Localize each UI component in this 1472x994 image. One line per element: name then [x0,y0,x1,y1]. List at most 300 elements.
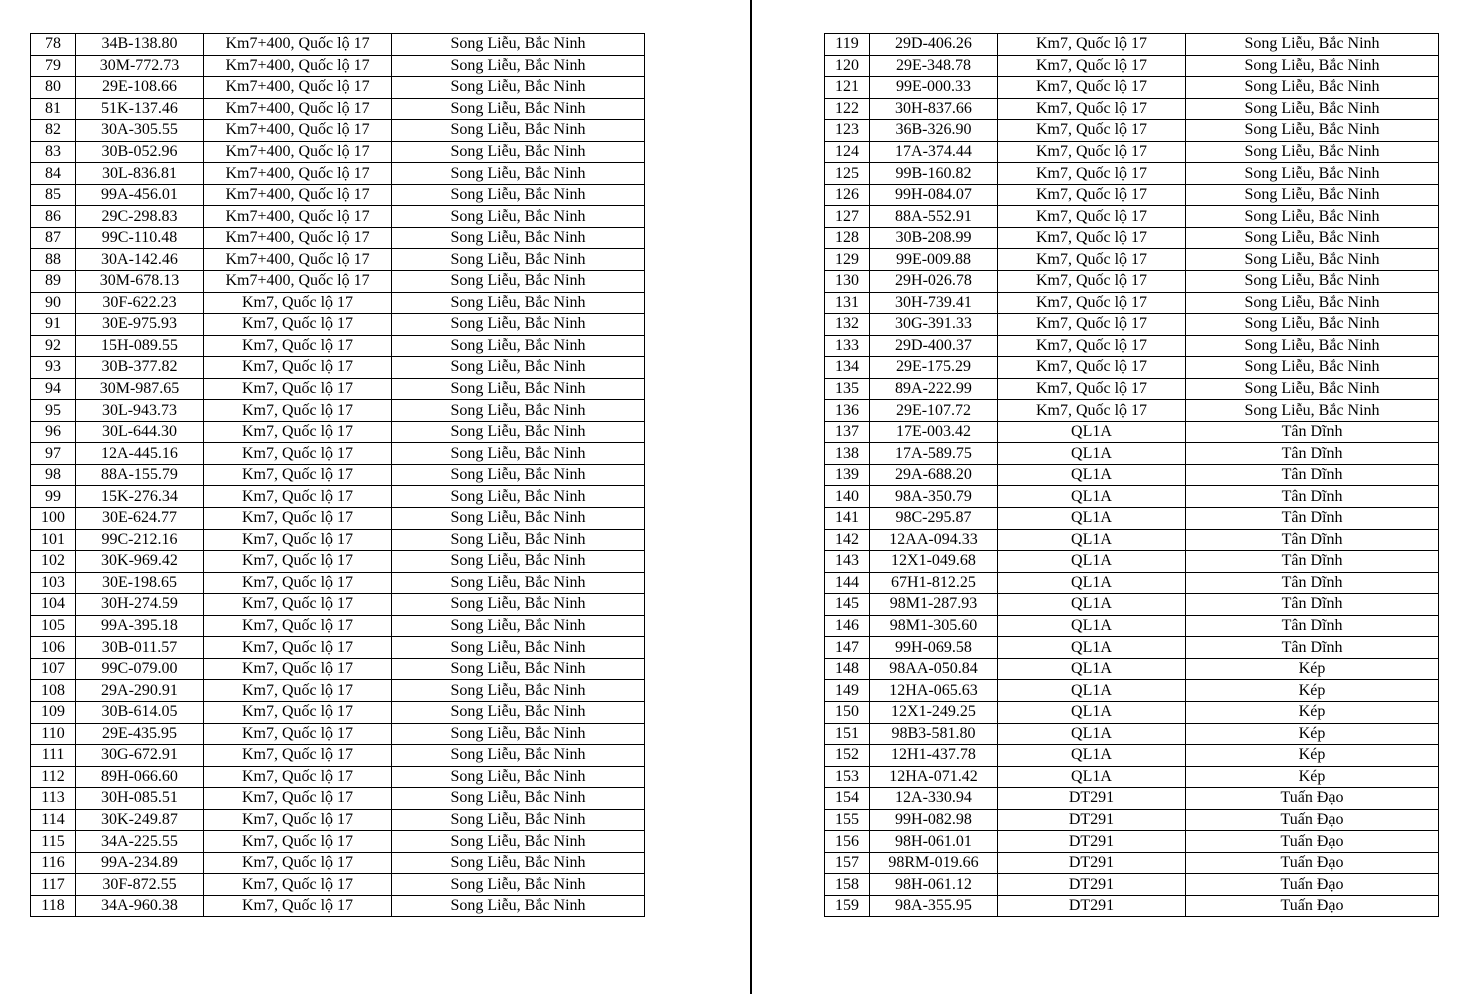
license-plate-cell: 30B-052.96 [76,141,204,163]
table-row [825,594,1439,616]
location-cell: Km7, Quốc lộ 17 [998,314,1186,336]
license-plate-cell: 99E-000.33 [870,77,998,99]
row-number-cell: 89 [31,271,76,293]
location-cell: QL1A [998,745,1186,767]
location-cell: Km7, Quốc lộ 17 [998,98,1186,120]
area-cell: Song Liễu, Bắc Ninh [392,335,645,357]
area-cell: Song Liễu, Bắc Ninh [392,486,645,508]
area-cell: Song Liễu, Bắc Ninh [392,77,645,99]
location-cell: Km7, Quốc lộ 17 [204,788,392,810]
row-number-cell: 110 [31,723,76,745]
location-cell: Km7, Quốc lộ 17 [204,292,392,314]
row-number-cell: 133 [825,335,870,357]
location-cell: QL1A [998,464,1186,486]
area-cell: Song Liễu, Bắc Ninh [392,723,645,745]
row-number-cell: 97 [31,443,76,465]
row-number-cell: 143 [825,551,870,573]
area-cell: Song Liễu, Bắc Ninh [392,227,645,249]
table-row [31,680,645,702]
table-row [31,206,645,228]
area-cell: Song Liễu, Bắc Ninh [392,680,645,702]
table-row [31,141,645,163]
location-cell: Km7, Quốc lộ 17 [204,809,392,831]
table-row [31,464,645,486]
license-plate-cell: 99H-082.98 [870,809,998,831]
area-cell: Kép [1186,701,1439,723]
row-number-cell: 111 [31,745,76,767]
table-row [31,831,645,853]
row-number-cell: 155 [825,809,870,831]
table-row [825,120,1439,142]
location-cell: Km7+400, Quốc lộ 17 [204,249,392,271]
row-number-cell: 118 [31,895,76,917]
table-row [31,120,645,142]
area-cell: Kép [1186,745,1439,767]
row-number-cell: 153 [825,766,870,788]
area-cell: Song Liễu, Bắc Ninh [1186,55,1439,77]
location-cell: DT291 [998,874,1186,896]
license-plate-cell: 29H-026.78 [870,271,998,293]
row-number-cell: 119 [825,34,870,56]
area-cell: Song Liễu, Bắc Ninh [1186,120,1439,142]
license-plate-cell: 88A-155.79 [76,464,204,486]
location-cell: DT291 [998,788,1186,810]
area-cell: Song Liễu, Bắc Ninh [392,615,645,637]
location-cell: Km7, Quốc lộ 17 [204,874,392,896]
area-cell: Tân Dĩnh [1186,551,1439,573]
license-plate-cell: 99E-009.88 [870,249,998,271]
area-cell: Song Liễu, Bắc Ninh [392,637,645,659]
license-plate-cell: 29E-107.72 [870,400,998,422]
area-cell: Song Liễu, Bắc Ninh [392,34,645,56]
area-cell: Song Liễu, Bắc Ninh [392,400,645,422]
license-plate-cell: 30K-969.42 [76,551,204,573]
row-number-cell: 158 [825,874,870,896]
row-number-cell: 137 [825,421,870,443]
area-cell: Song Liễu, Bắc Ninh [1186,77,1439,99]
table-row [31,572,645,594]
table-row [825,98,1439,120]
license-plate-cell: 12A-445.16 [76,443,204,465]
row-number-cell: 85 [31,184,76,206]
license-plate-cell: 99B-160.82 [870,163,998,185]
location-cell: Km7, Quốc lộ 17 [998,163,1186,185]
table-row [825,486,1439,508]
table-row [825,766,1439,788]
row-number-cell: 84 [31,163,76,185]
location-cell: Km7, Quốc lộ 17 [204,658,392,680]
row-number-cell: 122 [825,98,870,120]
location-cell: Km7+400, Quốc lộ 17 [204,77,392,99]
table-row [31,55,645,77]
table-row [825,271,1439,293]
row-number-cell: 80 [31,77,76,99]
row-number-cell: 103 [31,572,76,594]
table-row [825,34,1439,56]
location-cell: QL1A [998,615,1186,637]
location-cell: QL1A [998,680,1186,702]
row-number-cell: 126 [825,184,870,206]
table-row [31,335,645,357]
location-cell: Km7, Quốc lộ 17 [204,421,392,443]
area-cell: Song Liễu, Bắc Ninh [392,551,645,573]
area-cell: Tân Dĩnh [1186,464,1439,486]
row-number-cell: 121 [825,77,870,99]
table-row [825,163,1439,185]
row-number-cell: 147 [825,637,870,659]
table-row [31,745,645,767]
license-plate-cell: 99H-084.07 [870,184,998,206]
location-cell: Km7, Quốc lộ 17 [204,723,392,745]
license-plate-cell: 30F-622.23 [76,292,204,314]
row-number-cell: 154 [825,788,870,810]
table-row [825,357,1439,379]
area-cell: Song Liễu, Bắc Ninh [1186,249,1439,271]
table-row [825,141,1439,163]
area-cell: Song Liễu, Bắc Ninh [1186,357,1439,379]
area-cell: Song Liễu, Bắc Ninh [1186,184,1439,206]
location-cell: QL1A [998,421,1186,443]
license-plate-cell: 12HA-065.63 [870,680,998,702]
location-cell: QL1A [998,529,1186,551]
license-plate-cell: 99A-395.18 [76,615,204,637]
location-cell: Km7, Quốc lộ 17 [204,766,392,788]
license-plate-cell: 89H-066.60 [76,766,204,788]
table-row [825,551,1439,573]
row-number-cell: 115 [31,831,76,853]
row-number-cell: 91 [31,314,76,336]
license-plate-cell: 99C-079.00 [76,658,204,680]
location-cell: Km7+400, Quốc lộ 17 [204,271,392,293]
location-cell: QL1A [998,486,1186,508]
row-number-cell: 112 [31,766,76,788]
area-cell: Song Liễu, Bắc Ninh [392,421,645,443]
license-plate-cell: 12X1-049.68 [870,551,998,573]
area-cell: Song Liễu, Bắc Ninh [1186,378,1439,400]
row-number-cell: 144 [825,572,870,594]
license-plate-cell: 99A-234.89 [76,852,204,874]
license-plate-cell: 30E-624.77 [76,508,204,530]
area-cell: Song Liễu, Bắc Ninh [392,572,645,594]
license-plate-cell: 12HA-071.42 [870,766,998,788]
location-cell: Km7+400, Quốc lộ 17 [204,98,392,120]
area-cell: Tuấn Đạo [1186,831,1439,853]
row-number-cell: 92 [31,335,76,357]
license-plate-cell: 12A-330.94 [870,788,998,810]
table-row [825,615,1439,637]
location-cell: Km7, Quốc lộ 17 [998,357,1186,379]
table-row [31,852,645,874]
table-row [825,249,1439,271]
area-cell: Tân Dĩnh [1186,637,1439,659]
row-number-cell: 138 [825,443,870,465]
area-cell: Kép [1186,658,1439,680]
area-cell: Song Liễu, Bắc Ninh [392,809,645,831]
license-plate-cell: 29D-406.26 [870,34,998,56]
row-number-cell: 148 [825,658,870,680]
license-plate-cell: 30E-198.65 [76,572,204,594]
area-cell: Song Liễu, Bắc Ninh [392,357,645,379]
area-cell: Song Liễu, Bắc Ninh [392,701,645,723]
row-number-cell: 128 [825,227,870,249]
license-plate-cell: 30H-085.51 [76,788,204,810]
location-cell: DT291 [998,809,1186,831]
table-row [825,529,1439,551]
area-cell: Tân Dĩnh [1186,572,1439,594]
license-plate-cell: 30B-614.05 [76,701,204,723]
area-cell: Song Liễu, Bắc Ninh [1186,271,1439,293]
row-number-cell: 140 [825,486,870,508]
license-plate-cell: 98H-061.01 [870,831,998,853]
location-cell: Km7, Quốc lộ 17 [204,594,392,616]
license-plate-cell: 30F-872.55 [76,874,204,896]
location-cell: QL1A [998,443,1186,465]
table-row [825,55,1439,77]
location-cell: Km7, Quốc lộ 17 [998,271,1186,293]
area-cell: Song Liễu, Bắc Ninh [392,163,645,185]
table-row [825,335,1439,357]
location-cell: Km7, Quốc lộ 17 [204,400,392,422]
location-cell: Km7, Quốc lộ 17 [204,529,392,551]
table-row [31,357,645,379]
location-cell: DT291 [998,895,1186,917]
area-cell: Song Liễu, Bắc Ninh [392,249,645,271]
row-number-cell: 149 [825,680,870,702]
area-cell: Kép [1186,766,1439,788]
table-row [825,206,1439,228]
location-cell: QL1A [998,594,1186,616]
row-number-cell: 98 [31,464,76,486]
table-row [825,852,1439,874]
row-number-cell: 105 [31,615,76,637]
table-row [825,874,1439,896]
location-cell: Km7, Quốc lộ 17 [204,486,392,508]
row-number-cell: 116 [31,852,76,874]
row-number-cell: 82 [31,120,76,142]
license-plate-cell: 30M-772.73 [76,55,204,77]
table-row [31,292,645,314]
location-cell: Km7, Quốc lộ 17 [204,508,392,530]
table-row [825,292,1439,314]
row-number-cell: 93 [31,357,76,379]
table-row [825,658,1439,680]
license-plate-cell: 30H-274.59 [76,594,204,616]
table-row [825,421,1439,443]
location-cell: Km7+400, Quốc lộ 17 [204,120,392,142]
license-plate-cell: 29E-108.66 [76,77,204,99]
row-number-cell: 95 [31,400,76,422]
area-cell: Song Liễu, Bắc Ninh [392,464,645,486]
area-cell: Tân Dĩnh [1186,529,1439,551]
location-cell: Km7, Quốc lộ 17 [204,572,392,594]
license-plate-cell: 99H-069.58 [870,637,998,659]
row-number-cell: 78 [31,34,76,56]
table-row [31,658,645,680]
row-number-cell: 101 [31,529,76,551]
location-cell: Km7, Quốc lộ 17 [998,120,1186,142]
license-plate-cell: 34A-225.55 [76,831,204,853]
license-plate-cell: 29D-400.37 [870,335,998,357]
row-number-cell: 156 [825,831,870,853]
area-cell: Song Liễu, Bắc Ninh [1186,292,1439,314]
row-number-cell: 157 [825,852,870,874]
license-plate-cell: 30A-142.46 [76,249,204,271]
row-number-cell: 113 [31,788,76,810]
location-cell: Km7, Quốc lộ 17 [998,184,1186,206]
location-cell: Km7, Quốc lộ 17 [204,615,392,637]
area-cell: Song Liễu, Bắc Ninh [392,443,645,465]
location-cell: Km7, Quốc lộ 17 [998,335,1186,357]
area-cell: Song Liễu, Bắc Ninh [1186,98,1439,120]
table-row [825,314,1439,336]
location-cell: Km7, Quốc lộ 17 [204,701,392,723]
table-row [31,594,645,616]
location-cell: Km7+400, Quốc lộ 17 [204,227,392,249]
location-cell: Km7, Quốc lộ 17 [204,895,392,917]
row-number-cell: 150 [825,701,870,723]
table-row [31,34,645,56]
table-row [825,723,1439,745]
row-number-cell: 99 [31,486,76,508]
license-plate-cell: 88A-552.91 [870,206,998,228]
row-number-cell: 83 [31,141,76,163]
location-cell: Km7, Quốc lộ 17 [998,34,1186,56]
table-row [825,637,1439,659]
table-row [31,249,645,271]
table-row [825,184,1439,206]
area-cell: Tuấn Đạo [1186,874,1439,896]
license-plate-cell: 30E-975.93 [76,314,204,336]
location-cell: Km7, Quốc lộ 17 [998,227,1186,249]
table-row [825,400,1439,422]
area-cell: Song Liễu, Bắc Ninh [392,206,645,228]
area-cell: Song Liễu, Bắc Ninh [392,658,645,680]
location-cell: QL1A [998,766,1186,788]
license-plate-cell: 29A-290.91 [76,680,204,702]
row-number-cell: 79 [31,55,76,77]
license-plate-cell: 30B-377.82 [76,357,204,379]
license-plate-cell: 34A-960.38 [76,895,204,917]
area-cell: Tân Dĩnh [1186,594,1439,616]
license-plate-cell: 98AA-050.84 [870,658,998,680]
row-number-cell: 127 [825,206,870,228]
license-plate-cell: 98M1-287.93 [870,594,998,616]
row-number-cell: 145 [825,594,870,616]
area-cell: Tuấn Đạo [1186,809,1439,831]
license-plate-cell: 98RM-019.66 [870,852,998,874]
area-cell: Song Liễu, Bắc Ninh [1186,34,1439,56]
location-cell: Km7, Quốc lộ 17 [204,443,392,465]
table-row [31,314,645,336]
location-cell: QL1A [998,551,1186,573]
license-plate-cell: 99C-212.16 [76,529,204,551]
area-cell: Song Liễu, Bắc Ninh [392,852,645,874]
license-plate-cell: 98C-295.87 [870,508,998,530]
row-number-cell: 100 [31,508,76,530]
license-plate-cell: 89A-222.99 [870,378,998,400]
location-cell: Km7, Quốc lộ 17 [998,249,1186,271]
area-cell: Song Liễu, Bắc Ninh [1186,335,1439,357]
license-plate-cell: 30L-644.30 [76,421,204,443]
row-number-cell: 117 [31,874,76,896]
license-plate-cell: 29E-175.29 [870,357,998,379]
location-cell: QL1A [998,723,1186,745]
license-plate-cell: 98B3-581.80 [870,723,998,745]
table-row [31,637,645,659]
row-number-cell: 87 [31,227,76,249]
violation-table-left [30,33,645,917]
table-row [31,77,645,99]
location-cell: Km7, Quốc lộ 17 [998,400,1186,422]
table-row [825,745,1439,767]
location-cell: Km7, Quốc lộ 17 [204,831,392,853]
area-cell: Song Liễu, Bắc Ninh [392,508,645,530]
table-row [31,184,645,206]
location-cell: Km7, Quốc lộ 17 [204,551,392,573]
table-row [825,680,1439,702]
row-number-cell: 107 [31,658,76,680]
area-cell: Song Liễu, Bắc Ninh [392,98,645,120]
area-cell: Tuấn Đạo [1186,788,1439,810]
row-number-cell: 130 [825,271,870,293]
location-cell: Km7, Quốc lộ 17 [998,55,1186,77]
license-plate-cell: 30G-672.91 [76,745,204,767]
row-number-cell: 88 [31,249,76,271]
row-number-cell: 159 [825,895,870,917]
row-number-cell: 135 [825,378,870,400]
area-cell: Song Liễu, Bắc Ninh [1186,206,1439,228]
area-cell: Song Liễu, Bắc Ninh [392,745,645,767]
license-plate-cell: 12X1-249.25 [870,701,998,723]
row-number-cell: 124 [825,141,870,163]
row-number-cell: 109 [31,701,76,723]
license-plate-cell: 30L-836.81 [76,163,204,185]
table-row [825,227,1439,249]
table-row [825,701,1439,723]
area-cell: Kép [1186,723,1439,745]
area-cell: Song Liễu, Bắc Ninh [1186,227,1439,249]
row-number-cell: 114 [31,809,76,831]
table-row [31,701,645,723]
location-cell: Km7, Quốc lộ 17 [998,292,1186,314]
row-number-cell: 151 [825,723,870,745]
license-plate-cell: 98A-355.95 [870,895,998,917]
area-cell: Song Liễu, Bắc Ninh [392,314,645,336]
row-number-cell: 106 [31,637,76,659]
license-plate-cell: 30A-305.55 [76,120,204,142]
row-number-cell: 108 [31,680,76,702]
area-cell: Song Liễu, Bắc Ninh [392,529,645,551]
table-row [31,400,645,422]
location-cell: DT291 [998,852,1186,874]
license-plate-cell: 15K-276.34 [76,486,204,508]
row-number-cell: 86 [31,206,76,228]
location-cell: Km7, Quốc lộ 17 [998,141,1186,163]
area-cell: Song Liễu, Bắc Ninh [1186,163,1439,185]
license-plate-cell: 15H-089.55 [76,335,204,357]
row-number-cell: 152 [825,745,870,767]
area-cell: Tân Dĩnh [1186,486,1439,508]
table-row [31,443,645,465]
license-plate-cell: 30L-943.73 [76,400,204,422]
area-cell: Tân Dĩnh [1186,443,1439,465]
area-cell: Tuấn Đạo [1186,895,1439,917]
row-number-cell: 129 [825,249,870,271]
license-plate-cell: 36B-326.90 [870,120,998,142]
table-row [31,895,645,917]
license-plate-cell: 30B-208.99 [870,227,998,249]
license-plate-cell: 30B-011.57 [76,637,204,659]
